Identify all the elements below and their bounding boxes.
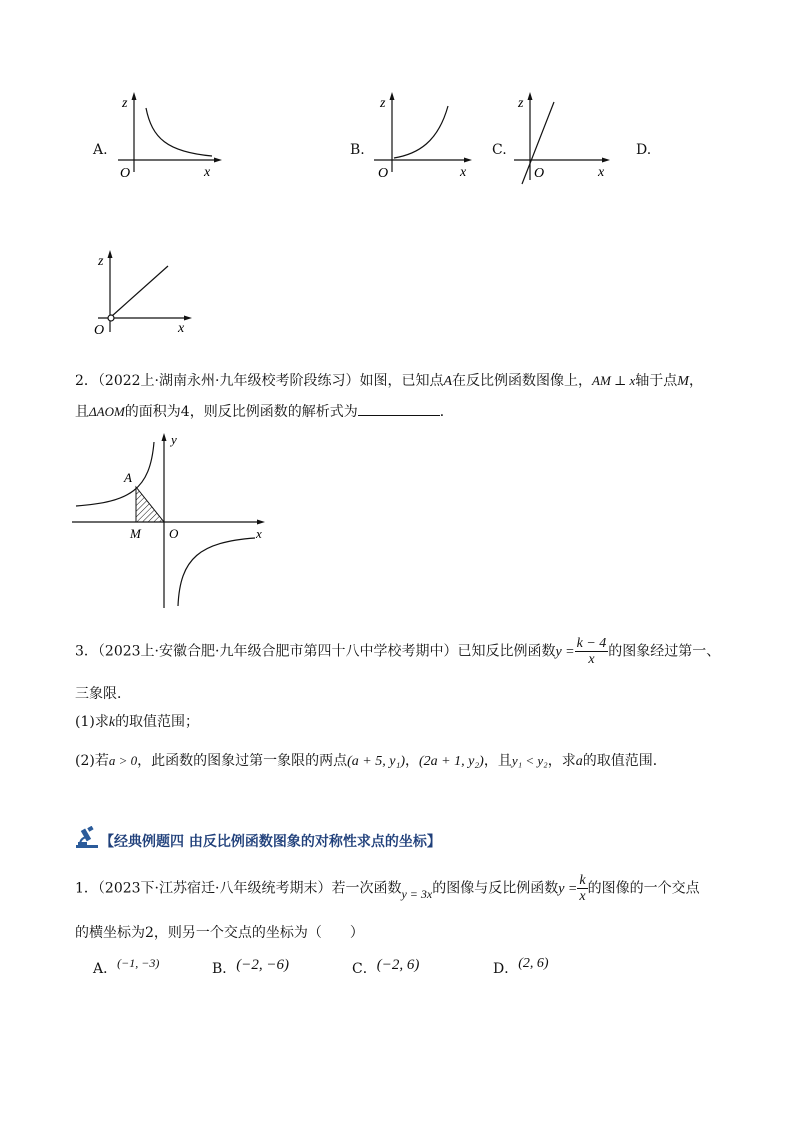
q1b-option-b[interactable]: B．(−2, −6) (212, 957, 290, 977)
q3-fraction: $\frac{k - 4}{x}$ (576, 636, 607, 667)
option-c-graph (510, 90, 616, 186)
axis-x-label: x (204, 165, 211, 180)
q3-part1: (1)求k的取值范围； (75, 714, 200, 730)
option-b-graph (368, 90, 476, 182)
q3-part2: (2)若a > 0，此函数的图象过第一象限的两点(a + 5, y₁)，(2a + 1, y₂)，且y₁ < y₂，求a的取值范围． (75, 753, 667, 769)
axis-z-label: z (122, 96, 128, 111)
microscope-icon (74, 826, 100, 850)
label-m: M (130, 526, 141, 541)
q2-line1: 2．（2022上·湖南永州·九年级校考阶段练习）如图，已知点A在反比例函数图像上，AM ⊥ x轴于点M， (75, 373, 703, 389)
svg-text:x: x (178, 321, 185, 336)
svg-text:z: z (98, 254, 104, 269)
q1b-fraction: $\frac{k}{x}$ (579, 873, 586, 904)
q2-figure (70, 430, 270, 612)
svg-text:O: O (94, 323, 105, 338)
q1b-option-a[interactable]: A．(−1, −3) (93, 956, 160, 977)
q3-line1: 3．（2023上·安徽合肥·九年级合肥市第四十八中学校考期中）已知反比例函数y = $\frac{k - 4}{x}$ 的图象经过第一、 (75, 636, 721, 667)
svg-text:O: O (534, 166, 545, 181)
q1b-line1: 1．（2023下·江苏宿迁·八年级统考期末）若一次函数y = 3x的图像与反比例函数y = $\frac{k}{x}$ 的图像的一个交点 (75, 873, 700, 904)
option-a-graph (112, 90, 224, 182)
q1b-option-d[interactable]: D．(2, 6) (493, 956, 549, 977)
origin-label: O (120, 166, 131, 181)
option-a-label: A. (93, 142, 108, 158)
svg-text:y: y (171, 432, 177, 447)
label-o: O (169, 526, 179, 541)
option-c-label: C. (492, 142, 507, 158)
svg-text:x: x (256, 526, 262, 541)
svg-text:x: x (460, 165, 467, 180)
label-a: A (124, 470, 132, 485)
svg-text:z: z (518, 96, 524, 111)
q2-line2: 且ΔAOM的面积为4，则反比例函数的解析式为 ． (75, 401, 454, 421)
svg-text:z: z (380, 96, 386, 111)
option-b-label: B. (350, 142, 365, 158)
q1b-line2: 的横坐标为2，则另一个交点的坐标为（ ） (75, 925, 364, 941)
option-d-label: D. (636, 142, 652, 158)
section-title: 【经典例题四 由反比例函数图象的对称性求点的坐标】 (100, 834, 441, 850)
q3-line2: 三象限． (75, 686, 131, 702)
svg-text:O: O (378, 166, 389, 181)
option-d-graph (90, 248, 196, 338)
svg-text:x: x (598, 165, 605, 180)
q1b-option-c[interactable]: C．(−2, 6) (352, 957, 420, 977)
answer-blank (358, 401, 440, 416)
